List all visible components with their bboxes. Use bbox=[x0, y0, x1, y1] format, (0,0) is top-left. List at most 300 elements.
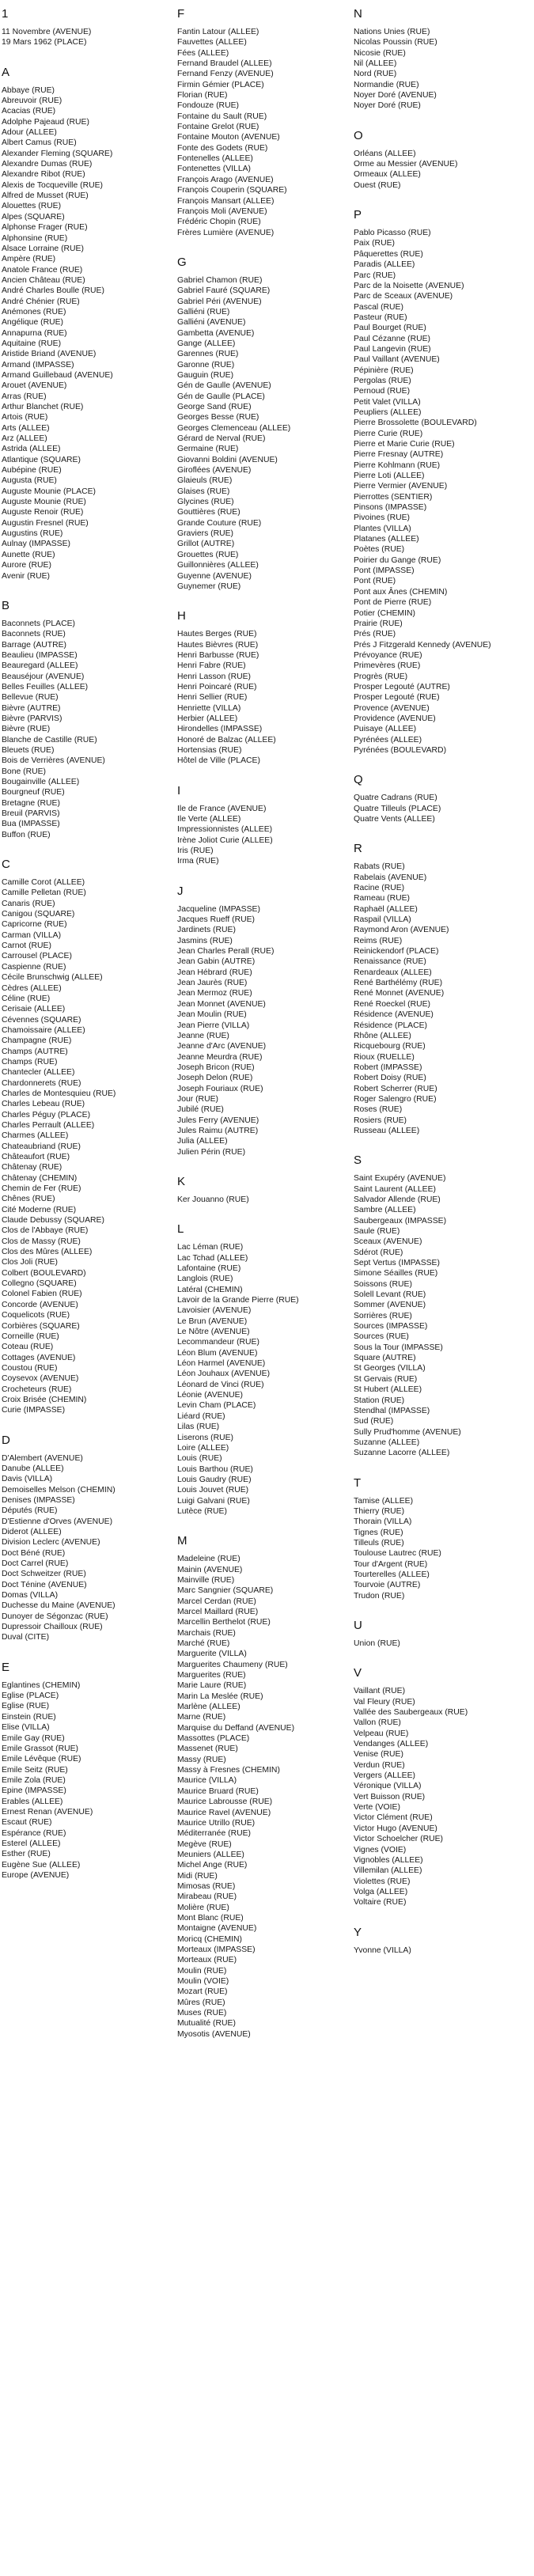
street-entry: Voltaire (RUE) bbox=[354, 1898, 407, 1907]
street-entry: Marlène (ALLEE) bbox=[177, 1703, 240, 1712]
street-entry: Vaillant (RUE) bbox=[354, 1687, 406, 1696]
street-entry: Trudon (RUE) bbox=[354, 1591, 405, 1601]
street-entry: Mirabeau (RUE) bbox=[177, 1892, 237, 1902]
letter-section bbox=[177, 884, 343, 1157]
letter-section bbox=[177, 608, 343, 766]
street-entry: François Couperin (SQUARE) bbox=[177, 186, 287, 195]
street-entry: Chemin de Fer (RUE) bbox=[2, 1184, 81, 1194]
street-entry: Baconnets (RUE) bbox=[2, 630, 66, 639]
street-entry: Normandie (RUE) bbox=[354, 80, 419, 89]
street-entry: Aulnay (IMPASSE) bbox=[2, 540, 71, 549]
street-entry: Cerisaie (ALLEE) bbox=[2, 1005, 66, 1014]
street-entry: Armand Guillebaud (AVENUE) bbox=[2, 370, 113, 380]
street-entry: Collegno (SQUARE) bbox=[2, 1279, 77, 1289]
street-entry: Raymond Aron (AVENUE) bbox=[354, 926, 449, 935]
street-entry: Breuil (PARVIS) bbox=[2, 809, 60, 819]
letter-section bbox=[2, 1660, 168, 1881]
street-entry: Toulouse Lautrec (RUE) bbox=[354, 1549, 441, 1559]
street-entry: Galliéni (RUE) bbox=[177, 307, 230, 316]
street-entry: Charles de Montesquieu (RUE) bbox=[2, 1089, 116, 1098]
section-letter: C bbox=[2, 858, 10, 872]
street-entry: Marne (RUE) bbox=[177, 1713, 226, 1722]
street-entry: Croix Brisée (CHEMIN) bbox=[2, 1395, 87, 1404]
street-entry: Gabriel Chamon (RUE) bbox=[177, 275, 263, 285]
street-entry: Pascal (RUE) bbox=[354, 302, 403, 312]
street-entry: Mûres (RUE) bbox=[177, 1998, 225, 2007]
street-entry: Jacqueline (IMPASSE) bbox=[177, 904, 260, 914]
street-entry: Midi (RUE) bbox=[177, 1871, 218, 1881]
street-entry: Eugène Sue (ALLEE) bbox=[2, 1860, 81, 1869]
index-column bbox=[2, 6, 168, 1897]
letter-section bbox=[354, 1618, 520, 1649]
street-entry: Jeanne (RUE) bbox=[177, 1031, 229, 1040]
street-entry: Buffon (RUE) bbox=[2, 830, 51, 839]
street-entry: Anémones (RUE) bbox=[2, 307, 66, 316]
street-entry: Châtenay (RUE) bbox=[2, 1163, 62, 1172]
street-entry: Glaieuls (RUE) bbox=[177, 476, 233, 486]
street-entry: Frédéric Chopin (RUE) bbox=[177, 218, 261, 227]
street-entry: Beaulieu (IMPASSE) bbox=[2, 650, 78, 660]
street-entry: René Roeckel (RUE) bbox=[354, 999, 431, 1009]
street-entry: Carnot (RUE) bbox=[2, 941, 51, 951]
street-list bbox=[354, 1638, 520, 1649]
street-entry: Tilleuls (RUE) bbox=[354, 1538, 404, 1547]
street-entry: Suzanne Lacorre (ALLEE) bbox=[354, 1449, 450, 1458]
street-entry: Victor Schoelcher (RUE) bbox=[354, 1835, 443, 1844]
street-entry: Henri Sellier (RUE) bbox=[177, 693, 248, 703]
street-list bbox=[177, 1242, 343, 1517]
street-entry: Alouettes (RUE) bbox=[2, 202, 62, 211]
street-entry: Russeau (ALLEE) bbox=[354, 1126, 420, 1135]
street-entry: Ker Jouanno (RUE) bbox=[177, 1195, 249, 1204]
street-entry: Herbier (ALLEE) bbox=[177, 714, 238, 723]
street-entry: Prairie (RUE) bbox=[354, 619, 403, 628]
street-entry: Eglise (PLACE) bbox=[2, 1691, 59, 1701]
street-entry: Corbières (SQUARE) bbox=[2, 1321, 80, 1331]
section-letter: S bbox=[354, 1154, 362, 1168]
street-entry: Irma (RUE) bbox=[177, 857, 219, 866]
street-entry: Maurice (VILLA) bbox=[177, 1776, 237, 1786]
street-entry: Noyer Doré (RUE) bbox=[354, 101, 421, 111]
street-entry: Henri Barbusse (RUE) bbox=[177, 650, 259, 660]
street-entry: Jean Gabin (AUTRE) bbox=[177, 957, 256, 967]
street-entry: Lavoir de la Grande Pierre (RUE) bbox=[177, 1296, 299, 1305]
street-entry: Bourgneuf (RUE) bbox=[2, 788, 65, 797]
street-entry: Céline (RUE) bbox=[2, 994, 51, 1003]
street-entry: Marie Laure (RUE) bbox=[177, 1681, 247, 1691]
street-entry: Mainville (RUE) bbox=[177, 1575, 235, 1585]
street-entry: Nord (RUE) bbox=[354, 70, 397, 79]
street-entry: Vendanges (ALLEE) bbox=[354, 1740, 429, 1749]
street-entry: Denises (IMPASSE) bbox=[2, 1495, 75, 1505]
street-entry: Robert Doisy (RUE) bbox=[354, 1074, 426, 1083]
street-entry: Arouet (AVENUE) bbox=[2, 381, 67, 391]
street-entry: Angélique (RUE) bbox=[2, 318, 63, 328]
street-entry: Châteaufort (RUE) bbox=[2, 1153, 70, 1161]
letter-section bbox=[177, 1222, 343, 1517]
street-entry: Paix (RUE) bbox=[354, 239, 395, 248]
section-letter: T bbox=[354, 1476, 362, 1490]
street-entry: Verte (VOIE) bbox=[354, 1803, 400, 1813]
street-entry: Diderot (ALLEE) bbox=[2, 1528, 62, 1536]
street-entry: Coustou (RUE) bbox=[2, 1363, 58, 1373]
street-entry: Saint Laurent (ALLEE) bbox=[354, 1184, 436, 1194]
street-entry: Rosiers (RUE) bbox=[354, 1116, 407, 1125]
street-entry: Lecommandeur (RUE) bbox=[177, 1338, 259, 1347]
street-entry: Marguerites Chaumeny (RUE) bbox=[177, 1660, 288, 1669]
street-entry: Marguerite (VILLA) bbox=[177, 1650, 247, 1659]
street-entry: Léon Jouhaux (AVENUE) bbox=[177, 1369, 271, 1379]
street-entry: Pont de Pierre (RUE) bbox=[354, 598, 432, 608]
street-entry: Graviers (RUE) bbox=[177, 529, 234, 539]
street-entry: Providence (AVENUE) bbox=[354, 714, 436, 723]
street-entry: Gérard de Nerval (RUE) bbox=[177, 434, 266, 444]
street-entry: Pyrénées (BOULEVARD) bbox=[354, 745, 447, 755]
street-entry: Hôtel de Ville (PLACE) bbox=[177, 756, 260, 766]
street-entry: Emile Zola (RUE) bbox=[2, 1775, 66, 1785]
section-letter: Y bbox=[354, 1925, 362, 1939]
street-entry: Corneille (RUE) bbox=[2, 1332, 59, 1341]
section-letter: J bbox=[177, 884, 184, 898]
street-entry: Moulin (RUE) bbox=[177, 1966, 227, 1976]
street-list bbox=[354, 1686, 520, 1907]
street-entry: Pierrottes (SENTIER) bbox=[354, 492, 433, 502]
street-entry: Cottages (AVENUE) bbox=[2, 1353, 76, 1362]
street-entry: St Gervais (RUE) bbox=[354, 1374, 418, 1384]
street-entry: Impressionnistes (ALLEE) bbox=[177, 825, 273, 835]
street-entry: 11 Novembre (AVENUE) bbox=[2, 28, 92, 36]
street-entry: Sully Prud'homme (AVENUE) bbox=[354, 1427, 461, 1437]
street-entry: Gange (ALLEE) bbox=[177, 339, 236, 348]
street-entry: 19 Mars 1962 (PLACE) bbox=[2, 38, 87, 47]
street-entry: Firmin Gémier (PLACE) bbox=[177, 80, 264, 89]
street-entry: Giroflées (AVENUE) bbox=[177, 466, 252, 475]
street-entry: Poirier du Gange (RUE) bbox=[354, 555, 441, 565]
street-entry: Guynemer (RUE) bbox=[177, 581, 241, 591]
letter-section bbox=[2, 598, 168, 840]
street-entry: Augustins (RUE) bbox=[2, 529, 63, 539]
street-entry: Fontaine Grelot (RUE) bbox=[177, 123, 259, 132]
street-entry: Véronique (VILLA) bbox=[354, 1782, 422, 1791]
street-entry: Charles Péguy (PLACE) bbox=[2, 1110, 91, 1119]
section-letter: E bbox=[2, 1660, 10, 1674]
street-entry: Simone Séailles (RUE) bbox=[354, 1269, 438, 1279]
index-column bbox=[354, 6, 520, 1972]
street-entry: Emile Grassot (RUE) bbox=[2, 1744, 78, 1753]
letter-section bbox=[354, 1925, 520, 1956]
street-entry: Champs (AUTRE) bbox=[2, 1047, 68, 1056]
street-entry: Germaine (RUE) bbox=[177, 445, 239, 454]
street-entry: Augusta (RUE) bbox=[2, 476, 57, 486]
street-entry: Myosotis (AVENUE) bbox=[177, 2029, 251, 2039]
street-entry: Renaissance (RUE) bbox=[354, 957, 426, 967]
section-letter: H bbox=[177, 609, 186, 623]
street-entry: Pergolas (RUE) bbox=[354, 376, 411, 385]
street-list bbox=[2, 619, 168, 840]
street-entry: Michel Ange (RUE) bbox=[177, 1861, 248, 1870]
street-entry: Davis (VILLA) bbox=[2, 1475, 53, 1484]
street-entry: Astrida (ALLEE) bbox=[2, 445, 61, 454]
street-entry: Alphonsine (RUE) bbox=[2, 233, 68, 243]
street-entry: Députés (RUE) bbox=[2, 1506, 58, 1516]
street-entry: Paul Bourget (RUE) bbox=[354, 324, 426, 333]
street-entry: Marguerites (RUE) bbox=[177, 1671, 246, 1680]
street-entry: Jean Pierre (VILLA) bbox=[177, 1021, 250, 1030]
street-entry: Division Leclerc (AVENUE) bbox=[2, 1538, 100, 1547]
street-entry: Clos de Massy (RUE) bbox=[2, 1237, 81, 1246]
street-entry: Union (RUE) bbox=[354, 1639, 400, 1648]
street-entry: Ampère (RUE) bbox=[2, 255, 56, 264]
street-entry: Pierre Kohlmann (RUE) bbox=[354, 460, 441, 470]
street-entry: Esther (RUE) bbox=[2, 1850, 51, 1859]
street-entry: Dupressoir Chailloux (RUE) bbox=[2, 1623, 103, 1632]
street-entry: Julien Périn (RUE) bbox=[177, 1147, 246, 1157]
street-entry: Belles Feuilles (ALLEE) bbox=[2, 682, 89, 691]
street-entry: Victor Clément (RUE) bbox=[354, 1813, 433, 1823]
street-entry: Tourvoie (AUTRE) bbox=[354, 1581, 421, 1590]
section-letter: A bbox=[2, 65, 10, 79]
street-entry: Prés (RUE) bbox=[354, 630, 396, 639]
street-entry: Doct Béné (RUE) bbox=[2, 1548, 66, 1558]
street-entry: Chênes (RUE) bbox=[2, 1195, 55, 1204]
street-entry: Alexander Fleming (SQUARE) bbox=[2, 149, 113, 158]
street-entry: Gabriel Fauré (SQUARE) bbox=[177, 286, 271, 296]
street-entry: Bièvre (AUTRE) bbox=[2, 703, 61, 713]
street-entry: Beauregard (ALLEE) bbox=[2, 661, 78, 671]
street-entry: Guyenne (AVENUE) bbox=[177, 571, 252, 581]
letter-section bbox=[354, 1153, 520, 1458]
street-entry: Julia (ALLEE) bbox=[177, 1137, 228, 1146]
street-entry: Quatre Tilleuls (PLACE) bbox=[354, 804, 441, 813]
street-entry: Alexandre Ribot (RUE) bbox=[2, 170, 85, 180]
street-entry: Doct Carrel (RUE) bbox=[2, 1559, 69, 1569]
street-entry: Irène Joliot Curie (ALLEE) bbox=[177, 835, 273, 845]
street-entry: Henri Lasson (RUE) bbox=[177, 672, 251, 681]
street-entry: Rameau (RUE) bbox=[354, 894, 411, 903]
street-entry: Beauséjour (AVENUE) bbox=[2, 672, 85, 681]
street-entry: Bretagne (RUE) bbox=[2, 798, 60, 808]
street-entry: Roger Salengro (RUE) bbox=[354, 1094, 437, 1104]
street-entry: Pépinière (RUE) bbox=[354, 366, 414, 375]
street-entry: Marc Sangnier (SQUARE) bbox=[177, 1586, 274, 1596]
street-entry: Levin Cham (PLACE) bbox=[177, 1401, 256, 1411]
street-entry: Bleuets (RUE) bbox=[2, 745, 55, 755]
street-entry: Marcel Cerdan (RUE) bbox=[177, 1597, 256, 1606]
street-list bbox=[177, 629, 343, 766]
street-entry: Grouettes (RUE) bbox=[177, 550, 239, 559]
street-entry: Loire (ALLEE) bbox=[177, 1443, 229, 1453]
street-entry: Alpes (SQUARE) bbox=[2, 212, 65, 222]
street-entry: Clos des Mûres (ALLEE) bbox=[2, 1248, 93, 1257]
letter-section bbox=[177, 783, 343, 867]
street-entry: Plantes (VILLA) bbox=[354, 524, 411, 533]
street-entry: Albert Camus (RUE) bbox=[2, 138, 77, 148]
street-entry: Jules Ferry (AVENUE) bbox=[177, 1116, 259, 1125]
street-entry: Atlantique (SQUARE) bbox=[2, 455, 81, 464]
letter-section bbox=[354, 128, 520, 191]
street-entry: Domas (VILLA) bbox=[2, 1591, 59, 1601]
street-entry: Molière (RUE) bbox=[177, 1903, 229, 1912]
street-entry: André Chénier (RUE) bbox=[2, 297, 80, 306]
street-entry: Augustin Fresnel (RUE) bbox=[2, 518, 89, 528]
street-entry: Vignes (VOIE) bbox=[354, 1845, 407, 1854]
street-entry: Aurore (RUE) bbox=[2, 561, 51, 570]
street-entry: Pivoines (RUE) bbox=[354, 513, 411, 523]
street-entry: Jean Hébrard (RUE) bbox=[177, 968, 252, 977]
section-letter: D bbox=[2, 1433, 10, 1447]
street-entry: Fantin Latour (ALLEE) bbox=[177, 28, 259, 36]
street-entry: Fauvettes (ALLEE) bbox=[177, 38, 247, 47]
street-entry: Mutualité (RUE) bbox=[177, 2019, 236, 2029]
street-entry: Duchesse du Maine (AVENUE) bbox=[2, 1601, 116, 1611]
street-entry: Jean Charles Perall (RUE) bbox=[177, 947, 275, 957]
section-letter: 1 bbox=[2, 7, 9, 21]
street-entry: Parc de la Noisette (AVENUE) bbox=[354, 281, 464, 290]
street-entry: Liéard (RUE) bbox=[177, 1411, 225, 1421]
street-entry: Pasteur (RUE) bbox=[354, 313, 407, 322]
street-entry: Blanche de Castille (RUE) bbox=[2, 735, 97, 744]
street-entry: François Mansart (ALLEE) bbox=[177, 196, 275, 206]
street-entry: Moricq (CHEMIN) bbox=[177, 1934, 242, 1944]
street-entry: Madeleine (RUE) bbox=[177, 1555, 240, 1564]
street-entry: Val Fleury (RUE) bbox=[354, 1697, 415, 1707]
street-entry: Pierre Brossolette (BOULEVARD) bbox=[354, 419, 477, 428]
street-entry: Anatole France (RUE) bbox=[2, 265, 83, 275]
street-entry: Charmes (ALLEE) bbox=[2, 1131, 69, 1141]
street-entry: Lutèce (RUE) bbox=[177, 1506, 227, 1516]
street-entry: Arthur Blanchet (RUE) bbox=[2, 403, 84, 411]
street-list bbox=[2, 27, 168, 48]
street-entry: Pont (IMPASSE) bbox=[354, 566, 415, 576]
street-entry: Platanes (ALLEE) bbox=[354, 535, 419, 544]
street-entry: Concorde (AVENUE) bbox=[2, 1300, 78, 1309]
street-entry: Adolphe Pajeaud (RUE) bbox=[2, 117, 89, 127]
street-entry: Bua (IMPASSE) bbox=[2, 820, 60, 829]
street-entry: René Barthélémy (RUE) bbox=[354, 979, 443, 988]
street-list bbox=[354, 228, 520, 756]
street-entry: Sambre (ALLEE) bbox=[354, 1206, 416, 1215]
street-entry: Stendhal (IMPASSE) bbox=[354, 1406, 430, 1415]
street-entry: Cité Moderne (RUE) bbox=[2, 1205, 77, 1214]
street-entry: Hirondelles (IMPASSE) bbox=[177, 725, 263, 734]
street-entry: Paradis (ALLEE) bbox=[354, 260, 415, 270]
street-entry: Bois de Verrières (AVENUE) bbox=[2, 756, 105, 766]
street-entry: Mozart (RUE) bbox=[177, 1987, 228, 1997]
street-entry: Cévennes (SQUARE) bbox=[2, 1015, 81, 1025]
street-entry: St Hubert (ALLEE) bbox=[354, 1385, 422, 1395]
street-entry: Gambetta (AVENUE) bbox=[177, 328, 255, 338]
street-entry: Auguste Mounie (RUE) bbox=[2, 498, 86, 507]
section-letter: K bbox=[177, 1174, 186, 1188]
street-entry: Marché (RUE) bbox=[177, 1639, 230, 1648]
street-entry: Esterel (ALLEE) bbox=[2, 1839, 61, 1848]
street-entry: Verdun (RUE) bbox=[354, 1760, 405, 1770]
street-entry: Quatre Cadrans (RUE) bbox=[354, 794, 437, 803]
street-entry: Raphaël (ALLEE) bbox=[354, 904, 418, 914]
section-letter: M bbox=[177, 1534, 187, 1548]
street-entry: Fernand Fenzy (AVENUE) bbox=[177, 70, 274, 79]
street-entry: Garennes (RUE) bbox=[177, 350, 239, 359]
street-entry: Sorrières (RUE) bbox=[354, 1311, 412, 1320]
street-entry: Fontaine du Sault (RUE) bbox=[177, 112, 267, 121]
street-entry: Jean Moulin (RUE) bbox=[177, 1010, 247, 1020]
street-entry: Potier (CHEMIN) bbox=[354, 608, 415, 618]
street-entry: Grande Couture (RUE) bbox=[177, 518, 262, 528]
street-entry: Coteau (RUE) bbox=[2, 1343, 54, 1352]
street-entry: Honoré de Balzac (ALLEE) bbox=[177, 735, 276, 744]
street-list bbox=[177, 1554, 343, 2040]
street-entry: Le Nôtre (AVENUE) bbox=[177, 1328, 250, 1337]
street-entry: Racine (RUE) bbox=[354, 884, 405, 893]
street-entry: Aristide Briand (AVENUE) bbox=[2, 350, 97, 359]
street-entry: Claude Debussy (SQUARE) bbox=[2, 1216, 104, 1225]
street-entry: Volga (ALLEE) bbox=[354, 1887, 408, 1896]
street-entry: Léon Blum (AVENUE) bbox=[177, 1348, 258, 1358]
street-entry: Thorain (VILLA) bbox=[354, 1517, 412, 1527]
street-entry: Roses (RUE) bbox=[354, 1105, 403, 1115]
street-entry: Espérance (RUE) bbox=[2, 1828, 66, 1838]
street-entry: Vallée des Saubergeaux (RUE) bbox=[354, 1708, 468, 1718]
street-entry: Mont Blanc (RUE) bbox=[177, 1913, 244, 1923]
street-entry: Abbaye (RUE) bbox=[2, 85, 55, 95]
section-letter: V bbox=[354, 1666, 362, 1680]
street-entry: Epine (IMPASSE) bbox=[2, 1786, 66, 1796]
street-entry: Suzanne (ALLEE) bbox=[354, 1438, 420, 1447]
street-entry: Galliéni (AVENUE) bbox=[177, 318, 246, 328]
street-entry: Sdérot (RUE) bbox=[354, 1248, 403, 1257]
street-entry: Hautes Bièvres (RUE) bbox=[177, 640, 259, 650]
street-entry: Poètes (RUE) bbox=[354, 545, 405, 555]
street-entry: Georges Besse (RUE) bbox=[177, 413, 259, 422]
street-entry: Emile Gay (RUE) bbox=[2, 1733, 65, 1743]
street-entry: François Moli (AVENUE) bbox=[177, 206, 267, 216]
street-entry: Sous la Tour (IMPASSE) bbox=[354, 1343, 443, 1352]
street-entry: Eglantines (CHEMIN) bbox=[2, 1680, 81, 1690]
street-entry: Violettes (RUE) bbox=[354, 1877, 411, 1886]
street-entry: Lac Léman (RUE) bbox=[177, 1243, 244, 1252]
street-entry: Auguste Mounie (PLACE) bbox=[2, 487, 96, 496]
street-list bbox=[354, 862, 520, 1136]
street-entry: Capricorne (RUE) bbox=[2, 920, 67, 930]
street-entry: Doct Ténine (AVENUE) bbox=[2, 1580, 87, 1589]
street-entry: Danube (ALLEE) bbox=[2, 1464, 64, 1473]
section-letter: P bbox=[354, 208, 362, 222]
street-list bbox=[177, 1195, 343, 1205]
street-entry: Alexandre Dumas (RUE) bbox=[2, 160, 93, 169]
street-entry: Station (RUE) bbox=[354, 1396, 405, 1405]
street-entry: Lac Tchad (ALLEE) bbox=[177, 1253, 248, 1263]
street-entry: Robert Scherrer (RUE) bbox=[354, 1084, 437, 1093]
street-list bbox=[354, 1945, 520, 1956]
street-entry: Marcel Maillard (RUE) bbox=[177, 1607, 259, 1616]
street-entry: Paul Cézanne (RUE) bbox=[354, 334, 431, 343]
street-entry: D'Estienne d'Orves (AVENUE) bbox=[2, 1517, 113, 1526]
street-entry: Bièvre (PARVIS) bbox=[2, 714, 62, 723]
street-entry: Jean Monnet (AVENUE) bbox=[177, 999, 266, 1009]
street-entry: Nicosie (RUE) bbox=[354, 48, 406, 58]
street-entry: Puisaye (ALLEE) bbox=[354, 725, 417, 734]
street-entry: Auguste Renoir (RUE) bbox=[2, 508, 84, 517]
street-list bbox=[2, 85, 168, 581]
street-entry: Saule (RUE) bbox=[354, 1227, 400, 1236]
street-entry: Tourterelles (ALLEE) bbox=[354, 1570, 430, 1579]
street-entry: Glaises (RUE) bbox=[177, 487, 230, 496]
street-entry: Montaigne (AVENUE) bbox=[177, 1924, 257, 1934]
street-entry: Peupliers (ALLEE) bbox=[354, 407, 422, 417]
letter-section bbox=[2, 1433, 168, 1643]
street-entry: Gén de Gaulle (PLACE) bbox=[177, 392, 265, 401]
street-entry: St Georges (VILLA) bbox=[354, 1364, 426, 1373]
